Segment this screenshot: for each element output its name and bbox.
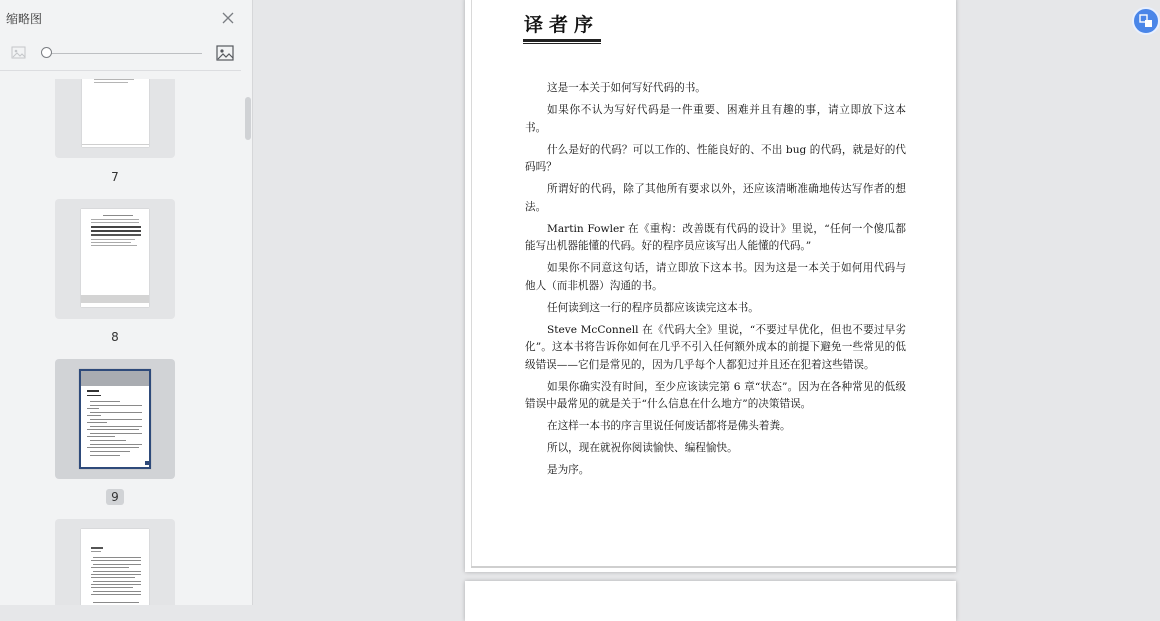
thumbnail-label-8: 8 xyxy=(111,330,119,344)
thumbnail-page-10 xyxy=(81,529,149,605)
close-icon[interactable] xyxy=(221,11,235,25)
paragraph: 是为序。 xyxy=(547,464,590,476)
thumbnail-card-9[interactable] xyxy=(55,359,175,479)
paragraph: 如果你确实没有时间，至少应该读完第 6 章“状态”。因为在各种常见的低级错误中最常见的就是关于“什么信息在什么地方”的决策错误。 xyxy=(525,380,906,410)
paragraph: Steve McConnell 在《代码大全》里说，“不要过早优化，但也不要过早劣化”。这本书将告诉你如何在几乎不引入任何额外成本的前提下避免一些常见的低级错误——它们是常见的，因为几乎每个人都犯过并且还在犯着这些错误。 xyxy=(525,323,906,371)
thumbnail-list xyxy=(0,79,241,605)
thumbnail-page-8 xyxy=(81,209,149,307)
screenshot-tool-icon xyxy=(1139,14,1153,28)
title-rule-thin xyxy=(523,43,601,44)
document-page-9 xyxy=(465,0,956,572)
thumbnail-page-9 xyxy=(79,369,151,469)
thumbnail-label-7: 7 xyxy=(111,170,119,184)
large-image-icon[interactable] xyxy=(216,45,234,61)
small-image-icon[interactable] xyxy=(11,46,26,59)
paragraph: 这是一本关于如何写好代码的书。 xyxy=(547,82,706,94)
paragraph: 如果你不同意这句话，请立即放下这本书。因为这是一本关于如何用代码与他人（而非机器）沟通的书。 xyxy=(525,262,906,292)
thumbnail-card-10[interactable] xyxy=(55,519,175,605)
thumbnail-label-9: 9 xyxy=(55,489,175,505)
screenshot-tool-button[interactable] xyxy=(1132,7,1160,35)
sidebar-scrollbar[interactable] xyxy=(245,97,251,140)
paragraph: 在这样一本书的序言里说任何废话都将是佛头着粪。 xyxy=(547,420,791,432)
paragraph: 任何读到这一行的程序员都应该读完这本书。 xyxy=(547,301,759,314)
paragraph: 所以，现在就祝你阅读愉快、编程愉快。 xyxy=(547,442,738,454)
zoom-slider-thumb[interactable] xyxy=(41,47,52,58)
document-viewer[interactable] xyxy=(254,0,1160,605)
thumbnail-card-7[interactable] xyxy=(55,79,175,158)
title-rule xyxy=(523,39,601,42)
sidebar-title: 缩略图 xyxy=(6,12,43,26)
thumbnail-sidebar xyxy=(0,0,253,605)
sidebar-divider xyxy=(0,70,241,71)
paragraph: 如果你不认为写好代码是一件重要、困难并且有趣的事，请立即放下这本书。 xyxy=(525,104,906,134)
document-page-10 xyxy=(465,581,956,621)
paragraph: 所谓好的代码，除了其他所有要求以外，还应该清晰准确地传达写作者的想法。 xyxy=(525,183,906,213)
page-body xyxy=(525,80,906,484)
zoom-slider-track[interactable] xyxy=(47,53,202,54)
thumbnail-card-8[interactable] xyxy=(55,199,175,319)
paragraph: 什么是好的代码？可以工作的、性能良好的、不出 bug 的代码，就是好的代码吗？ xyxy=(525,143,906,173)
paragraph: Martin Fowler 在《重构：改善既有代码的设计》里说，“任何一个傻瓜都能写出机器能懂的代码。好的程序员应该写出人能懂的代码。” xyxy=(525,222,906,252)
scan-edge xyxy=(471,0,472,568)
thumbnail-page-7 xyxy=(82,79,149,147)
page-title: 译者序 xyxy=(524,14,600,36)
scan-bottom-edge xyxy=(471,566,956,568)
